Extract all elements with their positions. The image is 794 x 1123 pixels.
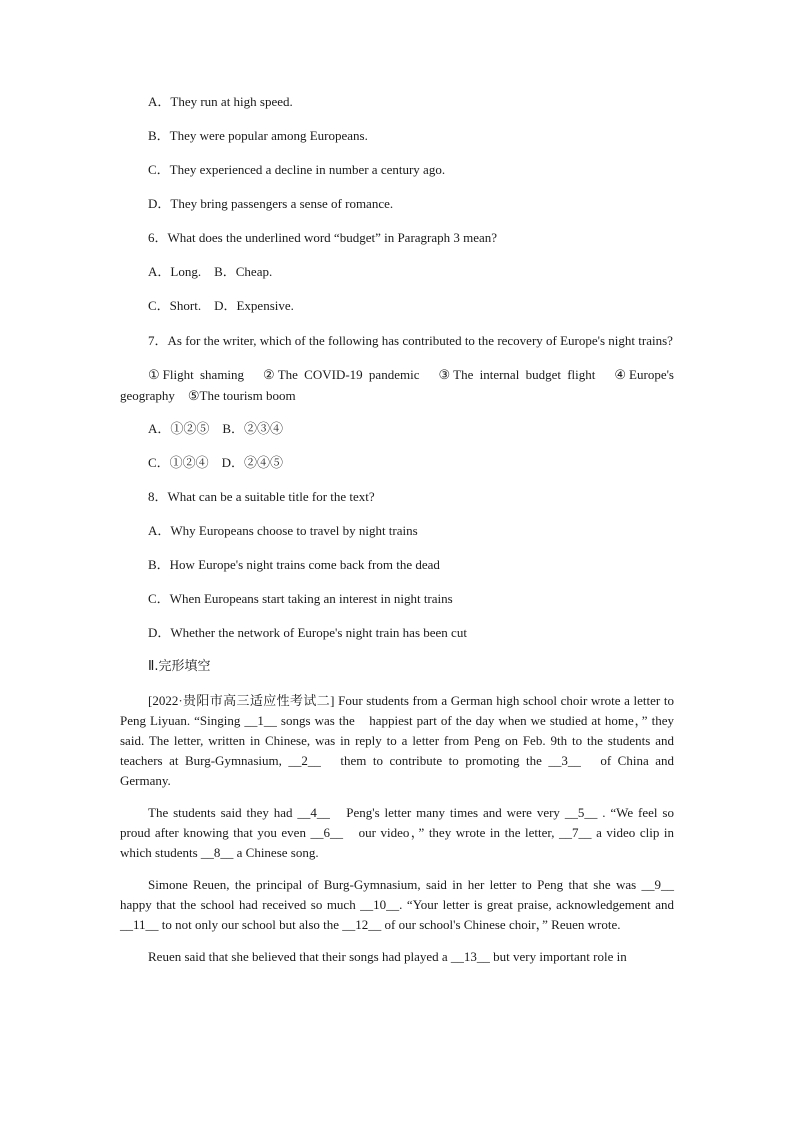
q5-option-c: C．They experienced a decline in number a century ago.: [148, 162, 446, 177]
passage-paragraph-4: Reuen said that she believed that their songs had played a __13__ but very important role in: [148, 949, 627, 964]
q8-stem: 8．What can be a suitable title for the text?: [148, 489, 375, 504]
q8-option-a: A．Why Europeans choose to travel by night trains: [148, 523, 418, 538]
section-heading-cloze: Ⅱ.完形填空: [148, 659, 211, 674]
q5-option-b: B．They were popular among Europeans.: [148, 128, 368, 143]
passage-paragraph-3: Simone Reuen, the principal of Burg-Gymnasium, said in her letter to Peng that she was __9__ happy that the school had received so much __10__. “Your letter is great praise, acknowledgement and __11__ to not only our school but also the __12__ of our school's Chinese choir，” Reuen wrote.: [120, 877, 674, 932]
passage-paragraph-2: The students said they had __4__ Peng's letter many times and were very __5__ . “We feel so proud after knowing that you even __6__ our video，” they wrote in the letter, __7__ a video clip in which students __8__ a Chinese song.: [120, 805, 674, 860]
q6-stem: 6．What does the underlined word “budget” in Paragraph 3 mean?: [148, 230, 498, 245]
q7-stem: 7．As for the writer, which of the following has contributed to the recovery of Europe's night trains?: [148, 333, 673, 348]
q8-option-b: B．How Europe's night trains come back from the dead: [148, 557, 440, 572]
q5-option-a: A．They run at high speed.: [148, 94, 293, 109]
q7-options-cd: C．①②④ D．②④⑤: [148, 455, 284, 470]
q8-option-c: C．When Europeans start taking an interest in night trains: [148, 591, 453, 606]
q8-option-d: D．Whether the network of Europe's night train has been cut: [148, 625, 467, 640]
q7-options-ab: A．①②⑤ B．②③④: [148, 421, 284, 436]
document-page: [120, 92, 674, 979]
q6-options-ab: A．Long. B．Cheap.: [148, 264, 273, 279]
passage-paragraph-1: [2022·贵阳市高三适应性考试二] Four students from a German high school choir wrote a letter to Peng Liyuan. “Singing __1__ songs was the happiest part of the day when we studied at home，” they said. The letter, written in Chinese, was in reply to a letter from Peng on Feb. 9th to the students and teachers at Burg-Gymnasium, __2__ them to contribute to promoting the __3__ of China and Germany.: [120, 693, 674, 788]
q7-items: ①Flight shaming ②The COVID-19 pandemic ③The internal budget flight ④Europe's geography ⑤The tourism boom: [120, 367, 674, 403]
q6-options-cd: C．Short. D．Expensive.: [148, 298, 294, 313]
q5-option-d: D．They bring passengers a sense of romance.: [148, 196, 394, 211]
